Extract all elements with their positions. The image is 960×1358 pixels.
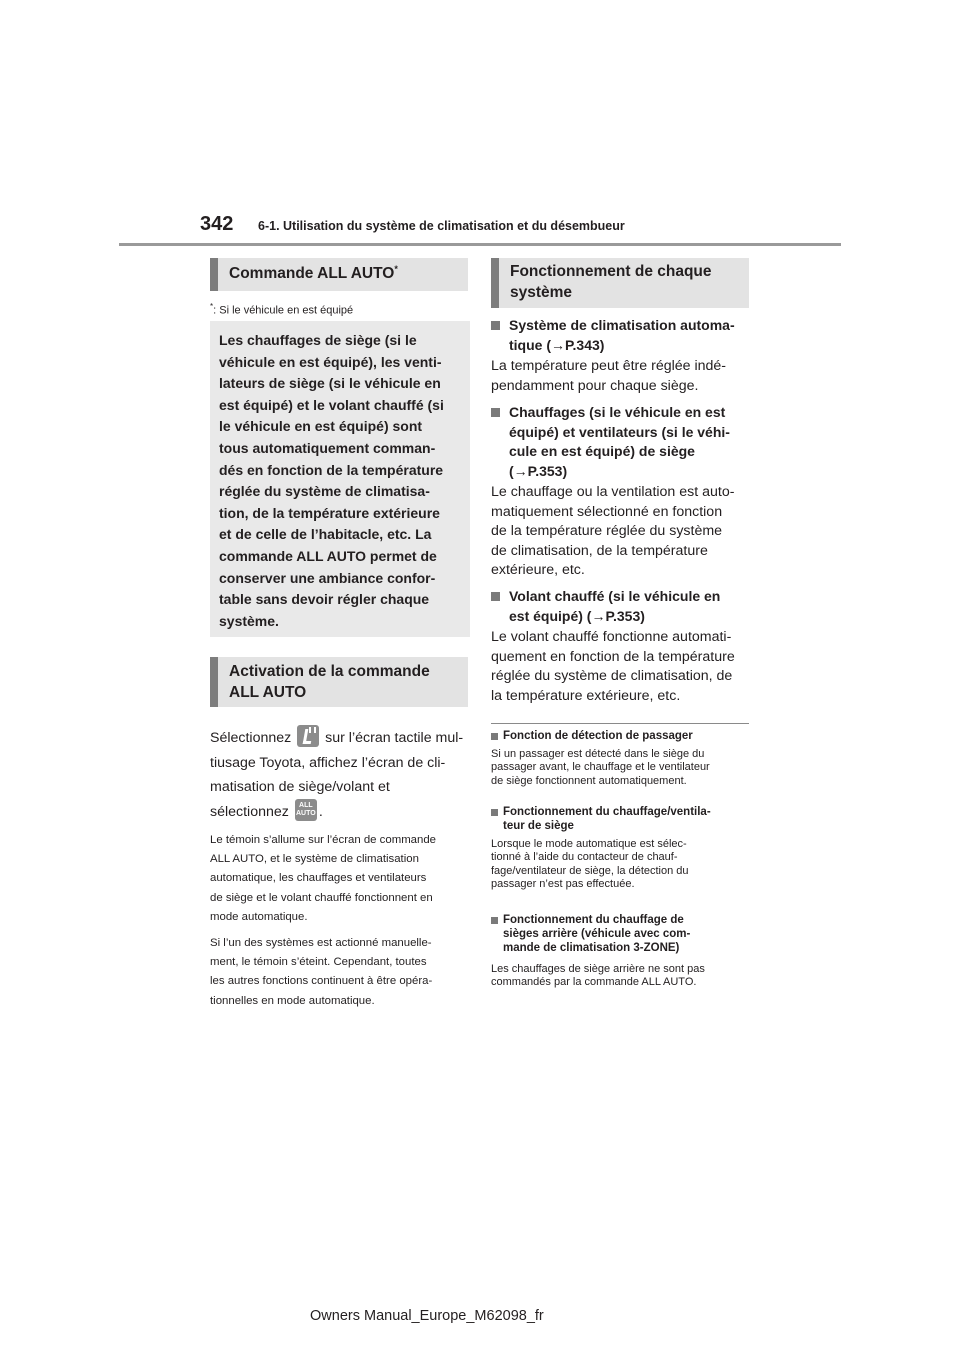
small-line: tionné à l’aide du contacteur de chauf- [491, 851, 678, 864]
heading-all-auto [210, 258, 468, 291]
note-seat-vent-text [491, 838, 753, 891]
small-head-line: teur de siège [503, 820, 574, 832]
footnote [210, 302, 353, 317]
paragraph-indicator [210, 831, 472, 927]
instruction-text: sélectionnez [210, 803, 289, 820]
instruction-line: tiusage Toyota, affichez l’écran de cli- [210, 754, 446, 771]
seat-steering-icon [297, 725, 319, 747]
note-line: Les chauffages de siège (si le [219, 332, 417, 348]
all-auto-icon: ALL AUTO [295, 799, 317, 821]
note-line: lateurs de siège (si le véhicule en [219, 375, 441, 392]
small-line: fage/ventilateur de siège, la détection du [491, 864, 689, 877]
small-line: Si un passager est détecté dans le siège du [491, 748, 705, 760]
body-line: réglée du système de climatisation, de [491, 668, 733, 684]
note-passenger-heading [491, 729, 765, 743]
note-line: système. [219, 612, 279, 629]
header-divider [119, 243, 841, 246]
summary-note-box [210, 321, 470, 637]
bullet-square-icon [491, 809, 498, 816]
note-line: commande ALL AUTO permet de [219, 547, 437, 564]
bullet-line: (→P.353) [509, 462, 568, 479]
heading-activation-line2: ALL AUTO [229, 684, 307, 701]
body-line: Le volant chauffé fonctionne automati- [491, 629, 732, 645]
body-line: quement en fonction de la température [491, 648, 735, 665]
heading-each-system-line2: système [510, 284, 573, 301]
small-line: commandés par la commande ALL AUTO. [491, 976, 697, 989]
note-rear-seat-text [491, 963, 753, 990]
note-line: véhicule en est équipé), les venti- [219, 353, 442, 370]
section-title: 6-1. Utilisation du système de climatisation et du désembueur [258, 219, 625, 233]
page-number: 342 [200, 213, 234, 235]
heading-each-system [491, 258, 749, 308]
small-line: Lorsque le mode automatique est sélec- [491, 838, 687, 850]
note-line: table sans devoir régler chaque [219, 591, 430, 608]
instruction-line [210, 800, 470, 825]
bullet-square-icon [491, 917, 498, 924]
heading-each-system-line1: Fonctionnement de chaque [510, 263, 712, 280]
note-line: est équipé) et le volant chauffé (si [219, 396, 444, 413]
body-line: extérieure, etc. [491, 562, 585, 578]
section-divider [491, 723, 749, 724]
body-line: de la température réglée du système [491, 523, 723, 539]
instruction-line [210, 726, 470, 751]
bullet-seat-heating-heading [491, 403, 751, 481]
heading-activation-line1: Activation de la commande [229, 663, 430, 680]
paragraph-line: de siège et le volant chauffé fonctionnent en [210, 891, 433, 904]
bullet-climate-text [491, 357, 753, 396]
bullet-line: est équipé) (→P.353) [509, 607, 645, 624]
body-line: matiquement sélectionné en fonction [491, 503, 723, 520]
bullet-steering-text [491, 628, 753, 706]
bullet-seat-heating-text [491, 483, 753, 581]
instruction-line: matisation de siège/volant et [210, 779, 390, 795]
note-line: et de celle de l’habitacle, etc. La [219, 526, 432, 543]
footnote-mark: * [210, 302, 214, 311]
body-line: la température extérieure, etc. [491, 687, 681, 704]
bullet-square-icon [491, 592, 500, 601]
small-line: passager avant, le chauffage et le ventilateur [491, 761, 710, 774]
small-line: Les chauffages de siège arrière ne sont pas [491, 963, 705, 975]
small-line: de siège fonctionnent automatiquement. [491, 774, 687, 787]
bullet-line: cule en est équipé) de siège [509, 443, 695, 459]
note-line: le véhicule en est équipé) sont [219, 418, 423, 435]
body-line: La température peut être réglée indé- [491, 358, 727, 374]
paragraph-line: les autres fonctions continuent à être opéra- [210, 975, 433, 988]
small-head-line: mande de climatisation 3-ZONE) [503, 942, 680, 954]
small-head-line: Fonctionnement du chauffage de [503, 914, 684, 926]
note-line: dés en fonction de la température [219, 461, 444, 478]
instruction-text: . [318, 803, 323, 820]
note-rear-seat-heading [491, 913, 765, 955]
bullet-line: Chauffages (si le véhicule en est [509, 404, 726, 420]
paragraph-line: ALL AUTO, et le système de climatisation [210, 853, 419, 866]
body-line: Le chauffage ou la ventilation est auto- [491, 484, 735, 500]
heading-activation [210, 657, 468, 707]
bullet-square-icon [491, 408, 500, 417]
paragraph-line: tionnelles en mode automatique. [210, 994, 375, 1007]
bullet-line: Système de climatisation automa- [509, 317, 735, 333]
note-line: conserver une ambiance confor- [219, 569, 436, 586]
footer-doc-id: Owners Manual_Europe_M62098_fr [310, 1308, 544, 1324]
small-line: passager n’est pas effectuée. [491, 877, 635, 890]
note-seat-vent-heading [491, 805, 765, 833]
note-line: tion, de la température extérieure [219, 504, 440, 521]
footnote-text: : Si le véhicule en est équipé [213, 304, 354, 317]
note-line: réglée du système de climatisa- [219, 483, 430, 500]
instruction-text: sur l’écran tactile mul- [325, 730, 464, 746]
body-line: de climatisation, de la température [491, 542, 708, 559]
paragraph-line: ment, le témoin s’éteint. Cependant, toutes [210, 956, 427, 969]
small-head-line: Fonctionnement du chauffage/ventila- [503, 806, 711, 818]
paragraph-line: automatique, les chauffages et ventilateurs [210, 872, 427, 885]
heading-all-auto-mark: * [394, 264, 398, 274]
bullet-square-icon [491, 733, 498, 740]
body-line: pendamment pour chaque siège. [491, 377, 699, 394]
bullet-line: tique (→P.343) [509, 336, 605, 353]
note-line: tous automatiquement comman- [219, 439, 436, 456]
bullet-climate-heading [491, 316, 751, 355]
paragraph-manual [210, 934, 472, 1011]
bullet-line: Volant chauffé (si le véhicule en [509, 588, 721, 604]
bullet-square-icon [491, 321, 500, 330]
bullet-line: équipé) et ventilateurs (si le véhi- [509, 423, 730, 440]
bullet-steering-heading [491, 587, 751, 626]
paragraph-line: mode automatique. [210, 910, 308, 923]
paragraph-line: Si l’un des systèmes est actionné manuelle- [210, 937, 432, 949]
paragraph-line: Le témoin s’allume sur l’écran de commande [210, 834, 437, 846]
note-passenger-text [491, 748, 753, 788]
small-head-line: Fonction de détection de passager [503, 730, 693, 742]
instruction-block [210, 726, 470, 824]
instruction-text: Sélectionnez [210, 730, 292, 746]
heading-all-auto-text: Commande ALL AUTO [229, 265, 395, 283]
small-head-line: sièges arrière (véhicule avec com- [503, 928, 691, 940]
